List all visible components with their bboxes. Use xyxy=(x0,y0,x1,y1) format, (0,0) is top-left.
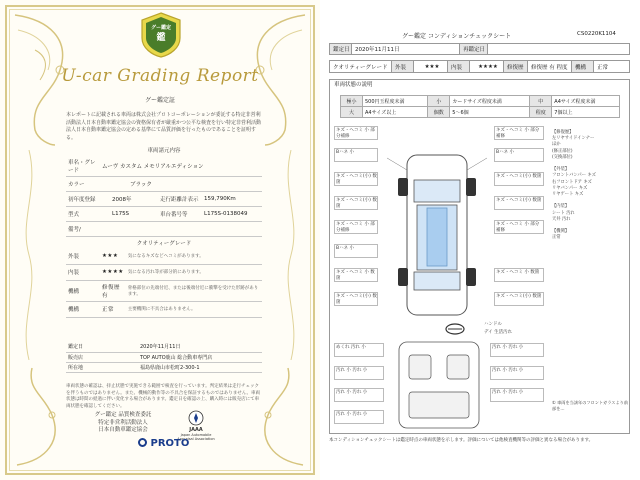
legend-value: 7個以上 xyxy=(552,107,620,118)
quality-label: 内装 xyxy=(66,264,100,280)
proto-mark-icon xyxy=(138,438,147,447)
grade-item-label: 内装 xyxy=(448,61,470,72)
damage-box xyxy=(334,172,378,186)
sheet-title: グー鑑定 コンディションチェックシート xyxy=(402,33,512,40)
quality-stars: 正常 xyxy=(100,301,126,317)
table-row xyxy=(66,264,262,280)
table-row xyxy=(66,280,262,301)
proto-label: PROTO xyxy=(150,438,190,449)
damage-note: Bハネ 小 xyxy=(336,246,355,251)
quality-remark: 気になるキズなどヘコミがあります。 xyxy=(126,248,262,264)
interior-box xyxy=(334,366,384,380)
grade-item-value: ★★★ xyxy=(414,61,448,72)
info-value: 福島県鹿山市松町2-300-1 xyxy=(100,362,262,372)
interior-note: めくれ 汚れ 小 xyxy=(336,345,366,350)
side-ornament-right-icon xyxy=(276,150,306,360)
damage-note: キズ・ヘコミ(小) 数箇 xyxy=(496,174,542,179)
damage-box xyxy=(334,244,378,258)
damage-note: Bハネ 小 xyxy=(336,150,355,155)
goo-appraisal-badge-icon xyxy=(140,12,182,58)
date-label: 鑑定日 xyxy=(330,44,352,54)
interior-box xyxy=(334,343,384,357)
handle-note: ハンドル xyxy=(484,322,502,327)
damage-box xyxy=(334,220,378,234)
damage-box xyxy=(494,126,544,140)
vehicle-label: 備考/ xyxy=(66,222,100,237)
quality-label: 機構 xyxy=(66,280,100,301)
legend-key: 極小 xyxy=(341,96,363,107)
interior-note: 汚れ 小 汚れ 小 xyxy=(336,390,368,395)
table-row xyxy=(66,342,262,352)
damage-note: キズ・ヘコミ(小) 数箇 xyxy=(336,294,377,305)
vehicle-value: ブラック xyxy=(100,177,262,192)
quality-remark: 主要機関に不具合はありません。 xyxy=(126,301,262,317)
interior-note: 汚れ 小 汚れ 小 xyxy=(492,368,524,373)
info-value: TOP AUTO鹿山 総合動車専門店 xyxy=(100,352,262,362)
vehicle-value: 2008年 xyxy=(100,192,158,207)
damage-box xyxy=(494,148,544,162)
vehicle-section-title: 車両諸元内容 xyxy=(147,148,181,154)
damage-note: キズ・ヘコミ(小) 数箇 xyxy=(336,198,377,209)
table-row xyxy=(66,207,262,222)
interior-seat-layout-icon xyxy=(394,340,484,430)
issuer-line: 日本自動車鑑定協会 xyxy=(98,427,148,433)
interior-box xyxy=(490,343,544,357)
table-row xyxy=(341,96,620,107)
date-value: 2020年11月11日 xyxy=(352,44,460,54)
interior-box xyxy=(334,388,384,402)
table-row xyxy=(66,362,262,372)
damage-note: キズ・ヘコミ(小) 数箇 xyxy=(496,198,542,203)
appraisal-date-row xyxy=(329,43,630,55)
certificate-title: U-car Grading Report xyxy=(61,66,259,86)
table-row xyxy=(66,352,262,362)
condition-notes: 【修復歴】 左リヤサイドインナー ほか (修正部位) (交換部位) 【外装】 フロントバンパー キズ 右フロントドア キズ リヤバンパー キズ リヤゲート キズ 【内装】 シート 汚れ 天井 汚れ 【機関】 正常 xyxy=(552,130,596,241)
jaaa-sub: Japan Automobile Appraisal Association xyxy=(177,433,215,441)
interior-note: 汚れ 小 汚れ 小 xyxy=(336,368,368,373)
legend-key: 程度 xyxy=(530,107,552,118)
ornament-bottom-left-icon xyxy=(12,360,72,470)
legend-value: A4サイズ以上 xyxy=(363,107,428,118)
legend-value: 5～6個 xyxy=(450,107,530,118)
vehicle-value: 159,790Km xyxy=(202,192,262,207)
issuer-line: グー鑑定 品質検査委託 xyxy=(94,412,152,418)
vehicle-value: ムーヴ カスタム メモリアルエディション xyxy=(100,156,262,177)
grade-item-value: 修復歴 有 程度 xyxy=(528,61,572,72)
damage-note: キズ・ヘコミ(小) 数箇 xyxy=(336,174,377,185)
damage-box xyxy=(494,268,544,282)
ornament-bottom-right-icon xyxy=(248,360,308,470)
damage-note: キズ・ヘコミ 小 部分補修 xyxy=(336,128,375,139)
sheet-footer-note: 本コンディションチェックシートは鑑定時点の車両状態を示します。評価については他検査機関等の評価と異なる場合があります。 xyxy=(329,438,594,443)
jaaa-emblem-icon xyxy=(188,410,204,426)
jaaa-label: JAAA xyxy=(189,427,203,433)
interior-note: 汚れ 小 汚れ 小 xyxy=(492,345,524,350)
legend-value: 500円玉程度未満 xyxy=(363,96,428,107)
table-row xyxy=(66,222,262,237)
grade-label: クオリティーグレード xyxy=(330,61,392,72)
table-row xyxy=(66,301,262,317)
grade-item-value: ★★★★ xyxy=(470,61,504,72)
vehicle-table xyxy=(66,156,262,237)
quality-section-title: クオリティーグレード xyxy=(136,241,192,247)
issuer-line: 特定非営利活動法人 xyxy=(98,419,148,426)
vehicle-label: カラー xyxy=(66,177,100,192)
diagram-title: 車両状態の説明 xyxy=(330,80,629,90)
grade-item-label: 機構 xyxy=(572,61,594,72)
vehicle-label: 初年度登録 xyxy=(66,192,100,207)
damage-box xyxy=(334,196,378,210)
side-ornament-left-icon xyxy=(14,150,44,360)
appraisal-info-table xyxy=(66,342,262,373)
info-label: 所在地 xyxy=(66,362,100,372)
sheet-code: CS0220K1104 xyxy=(577,31,616,37)
vehicle-value xyxy=(100,222,262,237)
damage-note: キズ・ヘコミ 小 部分補修 xyxy=(336,222,375,233)
grade-item-value: 正常 xyxy=(597,64,609,71)
quality-grade-row xyxy=(329,60,630,73)
info-label: 鑑定日 xyxy=(66,342,100,352)
steering-wheel-icon xyxy=(444,322,466,336)
grade-item-label: 外装 xyxy=(392,61,414,72)
quality-table xyxy=(66,248,262,318)
quality-stars: ★★★★ xyxy=(100,264,126,280)
badge-label: グー鑑定 xyxy=(150,25,171,31)
table-row xyxy=(341,107,620,118)
interior-box xyxy=(490,366,544,380)
damage-box xyxy=(494,196,544,210)
damage-box xyxy=(494,172,544,186)
quality-label: 外装 xyxy=(66,248,100,264)
damage-box xyxy=(334,268,378,282)
certificate-disclaimer: 車両状態の確認は、拝止状態で実施できる範囲で検査を行っています。判定結果は走行チェックを伴うものではありません。また、機械的動作等の不具合を保証するものではありません。車両状態は時間の経過に伴い変化する場合があります。鑑定日を確認の上、購入時には販売店にて車両状態を確認してください。 xyxy=(66,384,261,409)
vehicle-label: 車台番号等 xyxy=(158,207,202,222)
legend-key: 中 xyxy=(530,96,552,107)
vehicle-value: L175S xyxy=(100,207,158,222)
recheck-value xyxy=(488,44,629,54)
vehicle-label: 走行距離計表示 xyxy=(158,192,202,207)
vehicle-top-view-icon xyxy=(382,150,492,320)
quality-stars: ★★★ xyxy=(100,248,126,264)
damage-note: Bハネ 小 xyxy=(496,150,515,155)
damage-note: キズ・ヘコミ 小 数箇 xyxy=(496,270,540,275)
certificate-subtitle: グー鑑定証 xyxy=(144,97,175,104)
legend-value: カードサイズ程度未満 xyxy=(450,96,530,107)
vehicle-value: L175S-0138049 xyxy=(202,207,262,222)
interior-box xyxy=(334,410,384,424)
quality-stars: 修復歴有 xyxy=(100,280,126,301)
grade-item-label: 修復歴 xyxy=(504,61,528,72)
legend-value: A4サイズ程度未満 xyxy=(552,96,620,107)
issuer-block xyxy=(88,412,158,435)
svg-text:鑑: 鑑 xyxy=(156,33,166,43)
quality-remark: 気になる汚れ等が部分的にあります。 xyxy=(126,264,262,280)
damage-note: キズ・ヘコミ 小 部分補修 xyxy=(496,222,540,233)
legend-key: 大 xyxy=(341,107,363,118)
certificate-intro: 本レポートに記載される車両は株式会社プロトコーポレーションが委託する特定非営利活動法人日本自動車鑑定協会の資格保有者が厳重かつ公平な検査を行い特定非営利活動法人日本自動車鑑定協会の定める基準にて品質評価を行ったものであることを証明する。 xyxy=(66,112,262,141)
damage-note: キズ・ヘコミ(小) 数箇 xyxy=(496,294,542,299)
table-row xyxy=(66,192,262,207)
interior-box xyxy=(490,388,544,402)
damage-box xyxy=(334,126,378,140)
interior-note: 汚れ 小 汚れ 小 xyxy=(492,390,524,395)
table-row xyxy=(66,156,262,177)
condition-check-sheet xyxy=(322,0,640,480)
table-row xyxy=(66,177,262,192)
bottom-notes: ① 車両を当該年のフロントガラスより前部を… xyxy=(552,400,629,411)
vehicle-label: 車名・グレード xyxy=(66,156,100,177)
info-value: 2020年11月11日 xyxy=(100,342,262,352)
vehicle-label: 型式 xyxy=(66,207,100,222)
jaaa-logo xyxy=(176,410,216,441)
interior-note: デイ 生活汚れ xyxy=(484,330,513,335)
interior-note: 汚れ 小 汚れ 小 xyxy=(336,412,368,417)
damage-box xyxy=(334,148,378,162)
legend-key: 小 xyxy=(428,96,450,107)
table-row xyxy=(66,248,262,264)
damage-note: キズ・ヘコミ 小 部分補修 xyxy=(496,128,540,139)
damage-note: キズ・ヘコミ 小 数箇 xyxy=(336,270,375,281)
damage-box xyxy=(494,220,544,234)
damage-size-legend xyxy=(340,95,620,118)
info-label: 販売店 xyxy=(66,352,100,362)
proto-logo xyxy=(138,438,189,449)
damage-box xyxy=(494,292,544,306)
quality-remark: 骨格部位の先端付近、または後端付近に衝撃を受けた形跡があります。 xyxy=(126,280,262,301)
damage-box xyxy=(334,292,378,306)
quality-label: 機構 xyxy=(66,301,100,317)
legend-key: 個数 xyxy=(428,107,450,118)
recheck-label: 再鑑定日 xyxy=(460,44,488,54)
